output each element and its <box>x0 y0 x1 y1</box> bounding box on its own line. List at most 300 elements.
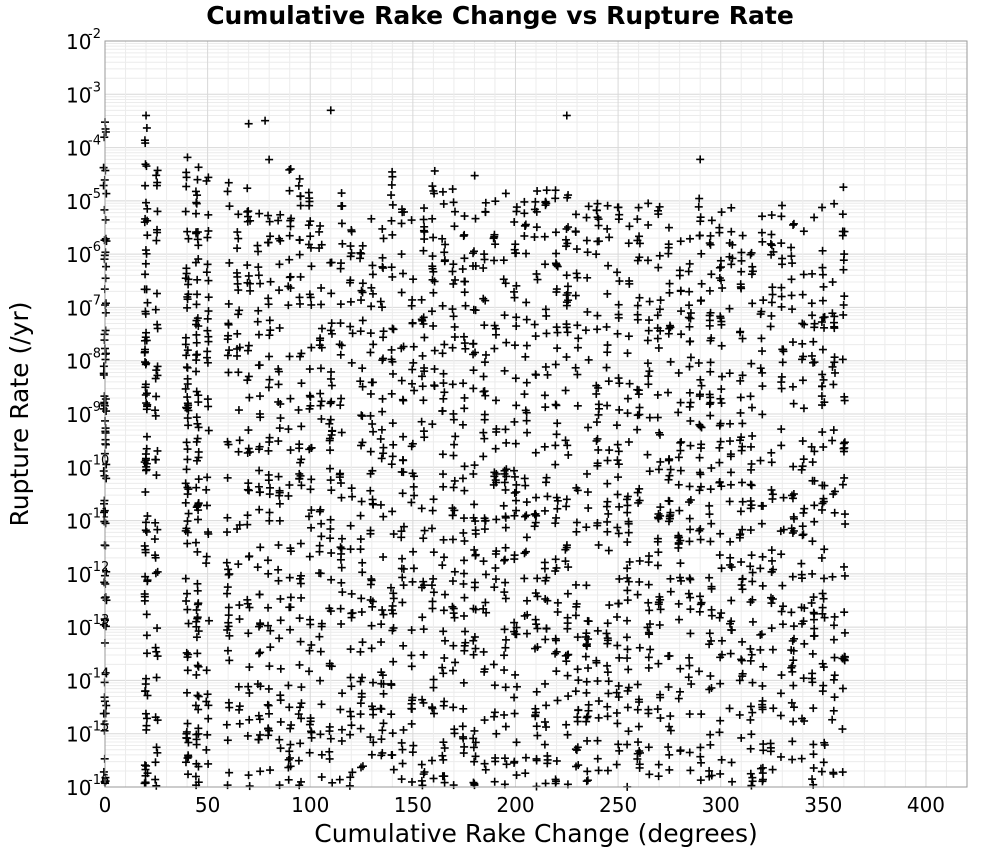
data-point <box>542 363 550 371</box>
data-point <box>472 215 480 223</box>
data-point <box>297 273 305 281</box>
data-point <box>726 369 734 377</box>
data-point <box>500 256 508 264</box>
data-point <box>235 683 243 691</box>
data-point <box>623 538 631 546</box>
data-point <box>388 751 396 759</box>
data-point <box>759 502 767 510</box>
data-point <box>677 746 685 754</box>
data-point <box>224 619 232 627</box>
data-point <box>666 289 674 297</box>
data-point <box>841 438 849 446</box>
data-point <box>562 721 570 729</box>
data-point <box>377 705 385 713</box>
y-tick-base: 10 <box>66 722 92 747</box>
data-point <box>615 211 623 219</box>
data-point <box>307 641 315 649</box>
y-tick-base: 10 <box>66 30 92 54</box>
data-point <box>778 582 786 590</box>
data-point <box>245 689 253 697</box>
data-point <box>574 718 582 726</box>
data-point <box>297 379 305 387</box>
data-point <box>256 543 264 551</box>
data-point <box>665 766 673 774</box>
data-point <box>142 518 150 526</box>
data-point <box>449 511 457 519</box>
data-point <box>441 779 449 787</box>
data-point <box>481 760 489 768</box>
data-point <box>348 493 356 501</box>
y-tick-exponent: -5 <box>88 186 101 202</box>
data-point <box>398 219 406 227</box>
data-point <box>708 216 716 224</box>
data-point <box>747 443 755 451</box>
data-point <box>460 612 468 620</box>
data-point <box>552 360 560 368</box>
data-point <box>574 706 582 714</box>
data-point <box>574 402 582 410</box>
x-tick-label: 200 <box>496 793 535 817</box>
data-point <box>603 703 611 711</box>
data-point <box>511 473 519 481</box>
data-point <box>737 507 745 515</box>
data-point <box>295 757 303 765</box>
data-point <box>183 689 191 697</box>
data-point <box>369 501 377 509</box>
data-point <box>624 596 632 604</box>
data-point <box>697 776 705 784</box>
data-point <box>654 561 662 569</box>
data-point <box>141 182 149 190</box>
data-point <box>266 766 274 774</box>
data-point <box>818 382 826 390</box>
data-point <box>398 598 406 606</box>
data-point <box>450 483 458 491</box>
data-point <box>471 633 479 641</box>
data-point <box>767 449 775 457</box>
data-point <box>482 351 490 359</box>
data-point <box>142 246 150 254</box>
data-point <box>500 651 508 659</box>
data-point <box>430 774 438 782</box>
data-point <box>264 294 272 302</box>
data-point <box>553 323 561 331</box>
y-tick-label <box>66 720 109 747</box>
data-point <box>553 344 561 352</box>
data-point <box>830 636 838 644</box>
data-point <box>338 726 346 734</box>
data-point <box>439 302 447 310</box>
data-point <box>327 549 335 557</box>
data-point <box>542 779 550 787</box>
data-point <box>706 537 714 545</box>
data-point <box>151 758 159 766</box>
data-point <box>244 486 252 494</box>
data-point <box>738 585 746 593</box>
data-point <box>153 207 161 215</box>
data-point <box>727 260 735 268</box>
data-point <box>705 510 713 518</box>
data-point <box>623 509 631 517</box>
data-point <box>614 491 622 499</box>
y-tick-label <box>66 507 109 534</box>
data-point <box>245 553 253 561</box>
data-point <box>574 633 582 641</box>
data-point <box>615 747 623 755</box>
data-point <box>501 478 509 486</box>
data-point <box>737 257 745 265</box>
data-point <box>533 187 541 195</box>
data-point <box>643 451 651 459</box>
data-point <box>746 645 754 653</box>
data-point <box>233 352 241 360</box>
data-point <box>459 722 467 730</box>
data-point <box>656 458 664 466</box>
data-point <box>295 236 303 244</box>
data-point <box>633 386 641 394</box>
x-tick-label: 300 <box>701 793 740 817</box>
data-point <box>440 341 448 349</box>
data-point <box>602 629 610 637</box>
data-point <box>513 771 521 779</box>
data-point <box>614 600 622 608</box>
data-point <box>532 270 540 278</box>
data-point <box>584 776 592 784</box>
data-point <box>337 543 345 551</box>
data-point <box>706 731 714 739</box>
data-point <box>706 239 714 247</box>
data-point <box>459 379 467 387</box>
data-point <box>624 703 632 711</box>
data-point <box>357 699 365 707</box>
data-point <box>296 739 304 747</box>
data-point <box>614 330 622 338</box>
data-point <box>758 238 766 246</box>
data-point <box>520 198 528 206</box>
data-point <box>748 709 756 717</box>
data-point <box>183 483 191 491</box>
data-point <box>809 704 817 712</box>
data-point <box>838 725 846 733</box>
data-point <box>246 287 254 295</box>
data-point <box>809 650 817 658</box>
data-point <box>676 272 684 280</box>
data-point <box>787 608 795 616</box>
data-point <box>706 412 714 420</box>
data-point <box>685 662 693 670</box>
data-point <box>460 333 468 341</box>
data-point <box>562 236 570 244</box>
data-point <box>316 390 324 398</box>
data-point <box>328 427 336 435</box>
data-point <box>460 404 468 412</box>
data-point <box>255 506 263 514</box>
data-point <box>541 233 549 241</box>
data-point <box>819 346 827 354</box>
data-point <box>727 481 735 489</box>
data-point <box>245 604 253 612</box>
data-point <box>799 509 807 517</box>
data-point <box>267 278 275 286</box>
data-point <box>718 564 726 572</box>
data-point <box>225 300 233 308</box>
data-point <box>502 636 510 644</box>
data-point <box>428 757 436 765</box>
data-point <box>287 165 295 173</box>
data-point <box>520 574 528 582</box>
data-point <box>543 625 551 633</box>
data-point <box>623 586 631 594</box>
data-point <box>142 710 150 718</box>
data-point <box>154 324 162 332</box>
data-point <box>810 213 818 221</box>
data-point <box>409 319 417 327</box>
data-point <box>388 507 396 515</box>
data-point <box>204 277 212 285</box>
data-point <box>564 296 572 304</box>
data-point <box>605 601 613 609</box>
data-point <box>358 559 366 567</box>
data-point <box>286 574 294 582</box>
data-point <box>778 293 786 301</box>
data-point <box>788 756 796 764</box>
data-point <box>582 326 590 334</box>
data-point <box>338 737 346 745</box>
data-point <box>439 470 447 478</box>
data-point <box>245 771 253 779</box>
data-point <box>297 202 305 210</box>
data-point <box>511 294 519 302</box>
data-point <box>645 606 653 614</box>
data-point <box>387 681 395 689</box>
data-point <box>347 721 355 729</box>
data-point <box>520 209 528 217</box>
data-point <box>184 445 192 453</box>
data-point <box>398 288 406 296</box>
data-point <box>359 279 367 287</box>
data-point <box>429 234 437 242</box>
y-tick-exponent: -8 <box>88 346 101 362</box>
data-point <box>615 277 623 285</box>
data-point <box>296 661 304 669</box>
data-point <box>799 462 807 470</box>
data-point <box>696 592 704 600</box>
data-point <box>582 653 590 661</box>
data-point <box>183 649 191 657</box>
data-point <box>656 621 664 629</box>
data-point <box>718 284 726 292</box>
y-tick-base: 10 <box>66 136 92 161</box>
data-point <box>143 512 151 520</box>
data-point <box>726 437 734 445</box>
data-point <box>380 611 388 619</box>
data-point <box>768 624 776 632</box>
data-point <box>183 438 191 446</box>
data-point <box>819 247 827 255</box>
data-point <box>274 437 282 445</box>
data-point <box>625 438 633 446</box>
data-point <box>317 402 325 410</box>
data-point <box>337 351 345 359</box>
data-point <box>420 651 428 659</box>
data-point <box>297 192 305 200</box>
data-point <box>510 218 518 226</box>
data-point <box>645 316 653 324</box>
data-point <box>420 204 428 212</box>
data-point <box>675 600 683 608</box>
data-point <box>479 452 487 460</box>
data-point <box>758 347 766 355</box>
data-point <box>183 153 191 161</box>
data-point <box>193 649 201 657</box>
data-point <box>439 349 447 357</box>
data-point <box>758 229 766 237</box>
data-point <box>225 346 233 354</box>
data-point <box>480 373 488 381</box>
data-point <box>287 446 295 454</box>
data-point <box>564 451 572 459</box>
data-point <box>265 383 273 391</box>
data-point <box>439 627 447 635</box>
y-tick-label <box>66 613 109 640</box>
data-point <box>513 683 521 691</box>
data-point <box>203 347 211 355</box>
data-point <box>439 395 447 403</box>
data-point <box>265 710 273 718</box>
data-point <box>285 703 293 711</box>
data-point <box>634 302 642 310</box>
data-point <box>613 524 621 532</box>
data-point <box>726 554 734 562</box>
data-point <box>358 287 366 295</box>
data-point <box>369 428 377 436</box>
data-point <box>789 656 797 664</box>
data-point <box>306 217 314 225</box>
data-point <box>277 616 285 624</box>
data-point <box>502 339 510 347</box>
data-point <box>243 376 251 384</box>
data-point <box>183 540 191 548</box>
data-point <box>759 740 767 748</box>
data-point <box>756 564 764 572</box>
data-point <box>357 411 365 419</box>
data-point <box>480 321 488 329</box>
data-point <box>337 479 345 487</box>
data-point <box>788 305 796 313</box>
data-point <box>708 612 716 620</box>
data-point <box>297 580 305 588</box>
data-point <box>202 746 210 754</box>
data-point <box>265 662 273 670</box>
data-point <box>438 561 446 569</box>
data-point <box>769 766 777 774</box>
data-point <box>800 270 808 278</box>
data-point <box>758 410 766 418</box>
y-tick-base: 10 <box>66 296 92 321</box>
data-point <box>778 345 786 353</box>
data-point <box>142 722 150 730</box>
data-point <box>276 781 284 789</box>
data-point <box>142 199 150 207</box>
data-point <box>367 390 375 398</box>
data-point <box>615 406 623 414</box>
data-point <box>428 307 436 315</box>
data-point <box>585 617 593 625</box>
data-point <box>686 766 694 774</box>
data-point <box>541 565 549 573</box>
data-point <box>665 683 673 691</box>
data-point <box>327 289 335 297</box>
data-point <box>410 343 418 351</box>
data-point <box>348 590 356 598</box>
data-point <box>233 244 241 252</box>
data-point <box>409 742 417 750</box>
data-point <box>790 513 798 521</box>
data-point <box>808 599 816 607</box>
data-point <box>769 490 777 498</box>
data-point <box>492 515 500 523</box>
data-point <box>554 608 562 616</box>
data-point <box>192 671 200 679</box>
data-point <box>716 614 724 622</box>
data-point <box>541 443 549 451</box>
data-point <box>501 556 509 564</box>
data-point <box>830 358 838 366</box>
data-point <box>286 187 294 195</box>
data-point <box>777 753 785 761</box>
data-point <box>378 426 386 434</box>
data-point <box>646 645 654 653</box>
data-point <box>235 706 243 714</box>
data-point <box>779 347 787 355</box>
data-point <box>286 395 294 403</box>
data-point <box>624 665 632 673</box>
data-point <box>152 392 160 400</box>
data-point <box>593 206 601 214</box>
data-point <box>420 333 428 341</box>
data-point <box>747 392 755 400</box>
data-point <box>244 207 252 215</box>
data-point <box>564 619 572 627</box>
data-point <box>491 564 499 572</box>
data-point <box>808 537 816 545</box>
data-point <box>266 326 274 334</box>
data-point <box>686 403 694 411</box>
data-point <box>523 417 531 425</box>
data-point <box>308 734 316 742</box>
y-tick-exponent: -7 <box>88 293 101 309</box>
data-point <box>533 574 541 582</box>
x-tick-label: 350 <box>804 793 843 817</box>
data-point <box>533 732 541 740</box>
data-point <box>583 214 591 222</box>
data-point <box>193 276 201 284</box>
data-point <box>541 403 549 411</box>
data-point <box>152 412 160 420</box>
data-point <box>552 555 560 563</box>
data-point <box>677 399 685 407</box>
data-point <box>153 447 161 455</box>
data-point <box>253 242 261 250</box>
data-point <box>379 449 387 457</box>
data-point <box>747 730 755 738</box>
data-point <box>418 296 426 304</box>
data-point <box>778 607 786 615</box>
data-point <box>777 378 785 386</box>
data-point <box>347 645 355 653</box>
data-point <box>563 495 571 503</box>
data-point <box>502 683 510 691</box>
